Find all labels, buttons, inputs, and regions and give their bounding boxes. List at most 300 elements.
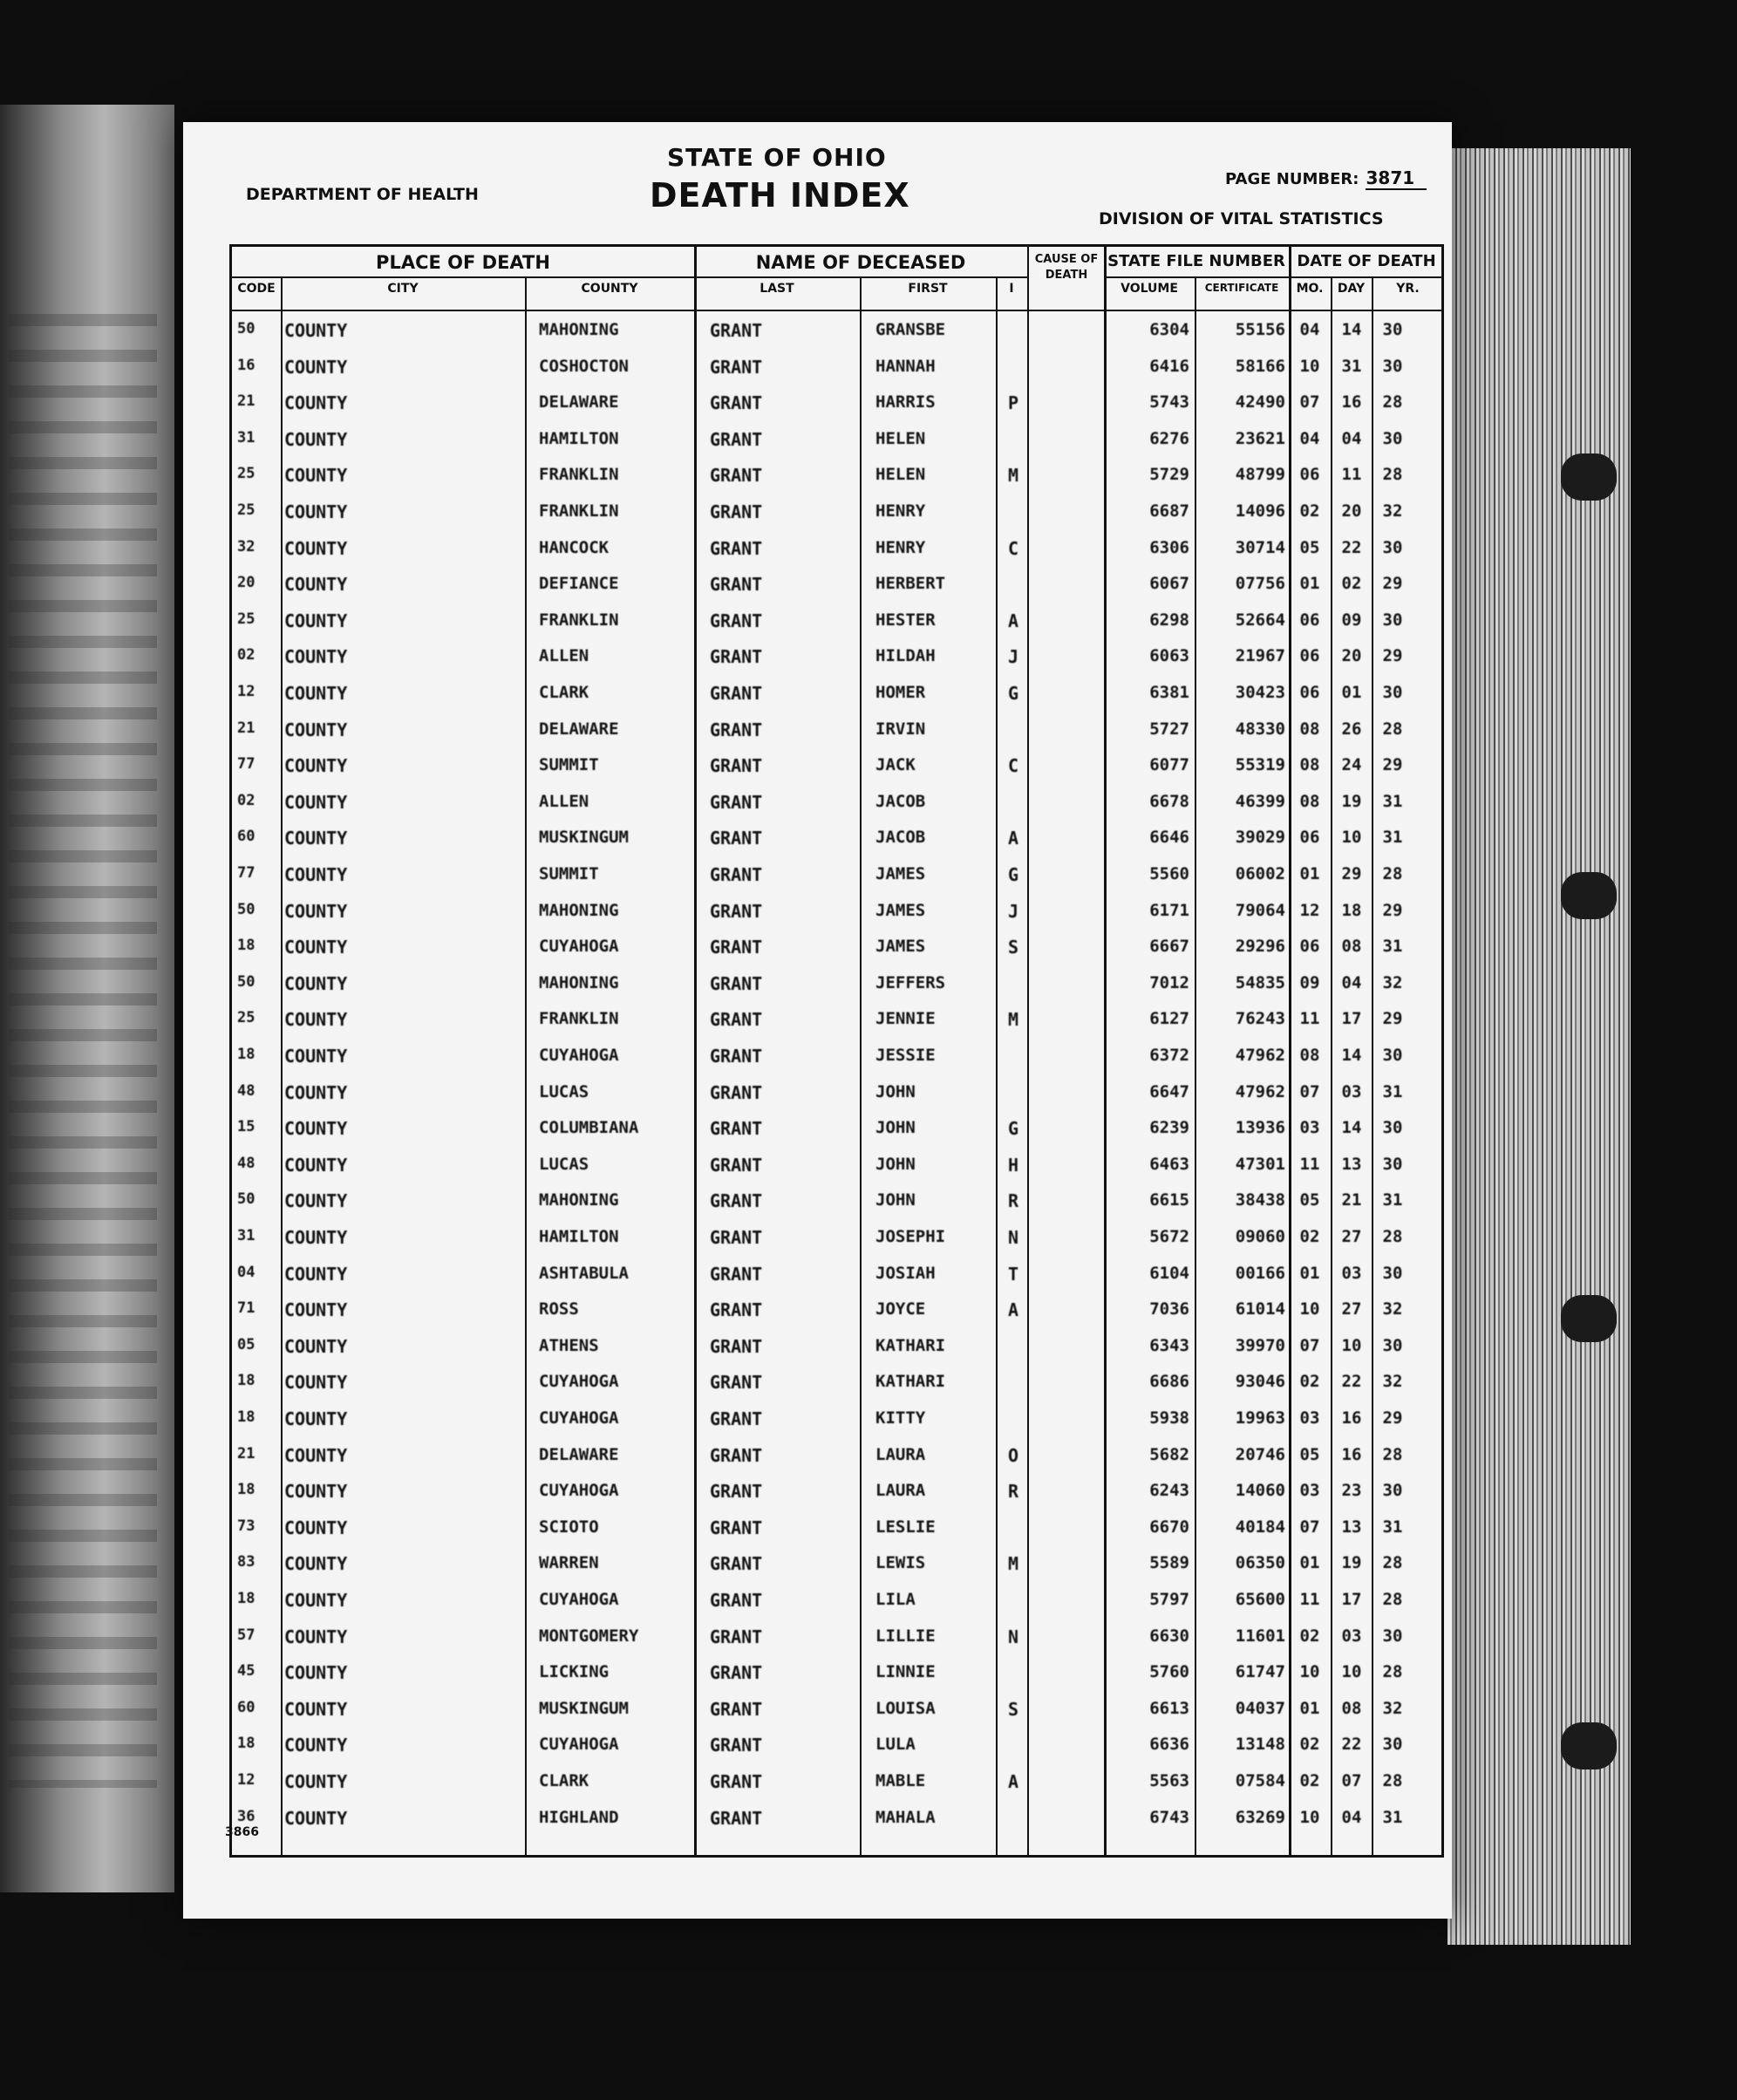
cell-city: COUNTY bbox=[284, 1590, 348, 1611]
cell-county: CLARK bbox=[539, 1771, 589, 1790]
cell-cert: 29296 bbox=[1235, 937, 1285, 957]
cell-last: GRANT bbox=[710, 972, 763, 994]
cell-mo: 06 bbox=[1299, 646, 1320, 666]
cell-county: HANCOCK bbox=[539, 537, 610, 557]
cell-city: COUNTY bbox=[284, 1698, 348, 1720]
cell-mi: J bbox=[1007, 900, 1019, 922]
cell-last: GRANT bbox=[710, 683, 763, 704]
cell-code: 50 bbox=[237, 320, 255, 338]
cell-city: COUNTY bbox=[284, 1046, 348, 1067]
code-header: CODE bbox=[237, 282, 276, 296]
cell-city: COUNTY bbox=[284, 1807, 348, 1829]
cell-cert: 76243 bbox=[1235, 1009, 1285, 1029]
cell-day: 17 bbox=[1341, 1009, 1362, 1029]
cell-mo: 04 bbox=[1299, 428, 1320, 448]
cell-mo: 11 bbox=[1299, 1590, 1320, 1609]
cell-cert: 06350 bbox=[1235, 1553, 1285, 1573]
binder-ring-2 bbox=[1561, 872, 1617, 919]
table-row bbox=[232, 567, 1441, 603]
cell-mo: 08 bbox=[1299, 719, 1320, 739]
cell-city: COUNTY bbox=[284, 1553, 348, 1575]
cell-mi: A bbox=[1007, 828, 1019, 849]
cell-vol: 6104 bbox=[1149, 1263, 1189, 1283]
cell-vol: 5938 bbox=[1149, 1408, 1189, 1428]
table-row bbox=[232, 1183, 1441, 1219]
day-header: DAY bbox=[1337, 282, 1366, 296]
cell-yr: 30 bbox=[1382, 1046, 1403, 1065]
cell-day: 22 bbox=[1341, 1735, 1362, 1755]
cell-mi: A bbox=[1007, 610, 1019, 631]
cell-city: COUNTY bbox=[284, 428, 348, 450]
cell-code: 83 bbox=[237, 1553, 255, 1572]
table-row bbox=[232, 1474, 1441, 1510]
cell-mo: 05 bbox=[1299, 537, 1320, 557]
cell-mo: 08 bbox=[1299, 791, 1320, 811]
cell-first: HENRY bbox=[875, 537, 926, 557]
cell-city: COUNTY bbox=[284, 719, 348, 740]
cell-last: GRANT bbox=[710, 1553, 763, 1575]
cell-county: MUSKINGUM bbox=[539, 1698, 629, 1718]
cell-first: JOHN bbox=[875, 1118, 916, 1138]
table-row bbox=[232, 531, 1441, 567]
place-of-death-header: PLACE OF DEATH bbox=[376, 252, 550, 273]
cell-city: COUNTY bbox=[284, 501, 348, 522]
cell-mo: 06 bbox=[1299, 465, 1320, 485]
yr-header: YR. bbox=[1396, 282, 1420, 296]
cell-city: COUNTY bbox=[284, 828, 348, 849]
cell-last: GRANT bbox=[710, 1807, 763, 1829]
cell-last: GRANT bbox=[710, 1154, 763, 1176]
cell-county: MAHONING bbox=[539, 900, 619, 920]
table-row bbox=[232, 385, 1441, 421]
cell-first: HILDAH bbox=[875, 646, 936, 666]
cell-yr: 30 bbox=[1382, 537, 1403, 557]
cell-mo: 01 bbox=[1299, 1263, 1320, 1283]
table-row bbox=[232, 1329, 1441, 1365]
table-row bbox=[232, 1546, 1441, 1582]
cell-code: 73 bbox=[237, 1517, 255, 1535]
cell-vol: 5682 bbox=[1149, 1444, 1189, 1464]
city-header: CITY bbox=[387, 282, 419, 296]
cell-yr: 30 bbox=[1382, 1118, 1403, 1138]
cell-mi: C bbox=[1007, 537, 1019, 559]
cause-of-death-header: CAUSE OF DEATH bbox=[1034, 253, 1099, 282]
cell-code: 77 bbox=[237, 755, 255, 774]
cell-city: COUNTY bbox=[284, 1118, 348, 1140]
cell-first: JACOB bbox=[875, 791, 926, 811]
cell-last: GRANT bbox=[710, 1081, 763, 1103]
cell-city: COUNTY bbox=[284, 683, 348, 704]
cell-yr: 31 bbox=[1382, 791, 1403, 811]
cell-day: 07 bbox=[1341, 1771, 1362, 1790]
cell-yr: 28 bbox=[1382, 1662, 1403, 1682]
cell-mi: N bbox=[1007, 1626, 1019, 1647]
cell-cert: 13148 bbox=[1235, 1735, 1285, 1755]
cell-cert: 04037 bbox=[1235, 1698, 1285, 1718]
cell-vol: 5589 bbox=[1149, 1553, 1189, 1573]
cell-mi: N bbox=[1007, 1227, 1019, 1248]
table-row bbox=[232, 1220, 1441, 1256]
cell-first: HOMER bbox=[875, 683, 926, 702]
cell-first: JAMES bbox=[875, 937, 926, 957]
cell-first: JAMES bbox=[875, 900, 926, 920]
cell-mo: 02 bbox=[1299, 1372, 1320, 1392]
cell-county: CUYAHOGA bbox=[539, 1408, 619, 1428]
cell-vol: 6670 bbox=[1149, 1517, 1189, 1537]
cell-code: 18 bbox=[237, 937, 255, 955]
cell-first: MABLE bbox=[875, 1771, 926, 1790]
last-header: LAST bbox=[760, 282, 794, 296]
cell-day: 14 bbox=[1341, 1118, 1362, 1138]
cell-county: FRANKLIN bbox=[539, 501, 619, 521]
cell-code: 21 bbox=[237, 1444, 255, 1462]
cell-day: 03 bbox=[1341, 1626, 1362, 1646]
cell-yr: 31 bbox=[1382, 1190, 1403, 1210]
cell-code: 20 bbox=[237, 574, 255, 592]
cell-city: COUNTY bbox=[284, 1444, 348, 1466]
department-label: DEPARTMENT OF HEALTH bbox=[246, 185, 479, 204]
cell-yr: 29 bbox=[1382, 646, 1403, 666]
cell-code: 48 bbox=[237, 1081, 255, 1100]
cell-city: COUNTY bbox=[284, 1227, 348, 1248]
cell-vol: 6636 bbox=[1149, 1735, 1189, 1755]
cell-cert: 47301 bbox=[1235, 1154, 1285, 1174]
cell-vol: 7036 bbox=[1149, 1299, 1189, 1319]
cell-yr: 32 bbox=[1382, 501, 1403, 521]
cell-last: GRANT bbox=[710, 320, 763, 341]
cell-county: DEFIANCE bbox=[539, 574, 619, 594]
cell-mi: P bbox=[1007, 392, 1019, 414]
cell-last: GRANT bbox=[710, 1372, 763, 1394]
page-number-label: PAGE NUMBER: bbox=[1225, 170, 1359, 188]
cell-last: GRANT bbox=[710, 574, 763, 596]
cell-yr: 28 bbox=[1382, 1444, 1403, 1464]
cell-cert: 09060 bbox=[1235, 1227, 1285, 1246]
cell-vol: 5563 bbox=[1149, 1771, 1189, 1790]
cell-cert: 14096 bbox=[1235, 501, 1285, 521]
cell-cert: 40184 bbox=[1235, 1517, 1285, 1537]
cell-yr: 30 bbox=[1382, 428, 1403, 448]
cell-first: JEFFERS bbox=[875, 972, 946, 992]
cell-mi: O bbox=[1007, 1444, 1019, 1466]
cell-cert: 93046 bbox=[1235, 1372, 1285, 1392]
cell-cert: 55319 bbox=[1235, 755, 1285, 775]
cell-county: MAHONING bbox=[539, 1190, 619, 1210]
cell-mo: 05 bbox=[1299, 1190, 1320, 1210]
cell-yr: 30 bbox=[1382, 610, 1403, 630]
mo-header: MO. bbox=[1296, 282, 1324, 296]
cell-day: 13 bbox=[1341, 1154, 1362, 1174]
page-title: DEATH INDEX bbox=[650, 176, 910, 215]
cell-city: COUNTY bbox=[284, 1481, 348, 1503]
table-row bbox=[232, 1692, 1441, 1728]
cell-county: CUYAHOGA bbox=[539, 937, 619, 957]
cell-last: GRANT bbox=[710, 1046, 763, 1067]
cell-day: 04 bbox=[1341, 972, 1362, 992]
cell-yr: 29 bbox=[1382, 1408, 1403, 1428]
cell-last: GRANT bbox=[710, 864, 763, 885]
cell-mo: 01 bbox=[1299, 1698, 1320, 1718]
cell-vol: 6463 bbox=[1149, 1154, 1189, 1174]
cell-county: FRANKLIN bbox=[539, 610, 619, 630]
cell-first: JOHN bbox=[875, 1154, 916, 1174]
cell-cert: 38438 bbox=[1235, 1190, 1285, 1210]
cell-code: 50 bbox=[237, 1190, 255, 1209]
cell-code: 25 bbox=[237, 610, 255, 628]
cell-cert: 46399 bbox=[1235, 791, 1285, 811]
cell-yr: 31 bbox=[1382, 1807, 1403, 1827]
cell-last: GRANT bbox=[710, 1698, 763, 1720]
first-header: FIRST bbox=[908, 282, 948, 296]
cell-city: COUNTY bbox=[284, 1335, 348, 1357]
cell-cert: 54835 bbox=[1235, 972, 1285, 992]
cell-vol: 6646 bbox=[1149, 828, 1189, 848]
cell-code: 18 bbox=[237, 1372, 255, 1390]
binder-ring-4 bbox=[1561, 1722, 1617, 1769]
cell-county: FRANKLIN bbox=[539, 1009, 619, 1029]
cell-first: LINNIE bbox=[875, 1662, 936, 1682]
cell-day: 10 bbox=[1341, 828, 1362, 848]
cell-cert: 47962 bbox=[1235, 1046, 1285, 1065]
cell-last: GRANT bbox=[710, 356, 763, 378]
cell-mi: S bbox=[1007, 937, 1019, 958]
cell-mo: 10 bbox=[1299, 1662, 1320, 1682]
cell-code: 57 bbox=[237, 1626, 255, 1644]
cell-day: 04 bbox=[1341, 428, 1362, 448]
cell-code: 77 bbox=[237, 864, 255, 882]
table-row bbox=[232, 350, 1441, 385]
state-title: STATE OF OHIO bbox=[667, 143, 887, 172]
cell-city: COUNTY bbox=[284, 1662, 348, 1684]
cell-first: JACK bbox=[875, 755, 916, 775]
cell-day: 31 bbox=[1341, 356, 1362, 376]
cell-mo: 05 bbox=[1299, 1444, 1320, 1464]
cell-first: JAMES bbox=[875, 864, 926, 883]
cell-cert: 14060 bbox=[1235, 1481, 1285, 1501]
cell-code: 71 bbox=[237, 1299, 255, 1318]
cell-day: 08 bbox=[1341, 1698, 1362, 1718]
cell-city: COUNTY bbox=[284, 465, 348, 487]
cell-county: MAHONING bbox=[539, 972, 619, 992]
table-row bbox=[232, 821, 1441, 856]
cell-cert: 58166 bbox=[1235, 356, 1285, 376]
page-number-value: 3871 bbox=[1366, 167, 1427, 190]
cell-last: GRANT bbox=[710, 755, 763, 777]
cell-county: LUCAS bbox=[539, 1154, 589, 1174]
cell-cert: 11601 bbox=[1235, 1626, 1285, 1646]
cell-day: 22 bbox=[1341, 537, 1362, 557]
cell-cert: 47962 bbox=[1235, 1081, 1285, 1101]
cell-city: COUNTY bbox=[284, 1299, 348, 1321]
cell-yr: 29 bbox=[1382, 574, 1403, 594]
table-row bbox=[232, 1438, 1441, 1474]
cell-day: 26 bbox=[1341, 719, 1362, 739]
cell-cert: 19963 bbox=[1235, 1408, 1285, 1428]
cell-day: 08 bbox=[1341, 937, 1362, 957]
cell-first: MAHALA bbox=[875, 1807, 936, 1827]
cell-last: GRANT bbox=[710, 428, 763, 450]
cell-cert: 39029 bbox=[1235, 828, 1285, 848]
cell-code: 12 bbox=[237, 1771, 255, 1789]
cell-city: COUNTY bbox=[284, 1009, 348, 1031]
cell-vol: 6304 bbox=[1149, 320, 1189, 339]
cell-county: DELAWARE bbox=[539, 392, 619, 412]
table-row bbox=[232, 676, 1441, 712]
cell-code: 04 bbox=[237, 1263, 255, 1281]
cell-mo: 03 bbox=[1299, 1481, 1320, 1501]
table-row bbox=[232, 1002, 1441, 1038]
cell-cert: 55156 bbox=[1235, 320, 1285, 339]
cell-code: 32 bbox=[237, 537, 255, 556]
cell-code: 02 bbox=[237, 791, 255, 809]
cell-cert: 07756 bbox=[1235, 574, 1285, 594]
cell-cert: 48799 bbox=[1235, 465, 1285, 485]
cell-vol: 5672 bbox=[1149, 1227, 1189, 1246]
cell-code: 48 bbox=[237, 1154, 255, 1172]
table-row bbox=[232, 1401, 1441, 1437]
cell-vol: 6077 bbox=[1149, 755, 1189, 775]
cell-vol: 6667 bbox=[1149, 937, 1189, 957]
cell-vol: 6686 bbox=[1149, 1372, 1189, 1392]
table-row bbox=[232, 1257, 1441, 1292]
cell-last: GRANT bbox=[710, 1408, 763, 1429]
cell-city: COUNTY bbox=[284, 320, 348, 341]
cell-first: HANNAH bbox=[875, 356, 936, 376]
cell-day: 22 bbox=[1341, 1372, 1362, 1392]
cell-first: LAURA bbox=[875, 1481, 926, 1501]
cell-vol: 6067 bbox=[1149, 574, 1189, 594]
header-rule bbox=[232, 310, 1444, 311]
cell-city: COUNTY bbox=[284, 755, 348, 777]
cell-vol: 6171 bbox=[1149, 900, 1189, 920]
table-row bbox=[232, 1764, 1441, 1800]
cell-code: 18 bbox=[237, 1046, 255, 1063]
table-row bbox=[232, 422, 1441, 458]
cell-county: MONTGOMERY bbox=[539, 1626, 639, 1646]
cell-last: GRANT bbox=[710, 1009, 763, 1031]
cell-cert: 61747 bbox=[1235, 1662, 1285, 1682]
cell-code: 60 bbox=[237, 1698, 255, 1716]
cell-vol: 6306 bbox=[1149, 537, 1189, 557]
cell-day: 01 bbox=[1341, 683, 1362, 702]
cell-cert: 63269 bbox=[1235, 1807, 1285, 1827]
cell-mo: 07 bbox=[1299, 1081, 1320, 1101]
table-row bbox=[232, 494, 1441, 530]
cell-yr: 31 bbox=[1382, 937, 1403, 957]
cell-first: KATHARI bbox=[875, 1372, 946, 1392]
cell-last: GRANT bbox=[710, 1771, 763, 1792]
binder-ring-1 bbox=[1561, 453, 1617, 501]
cell-county: MAHONING bbox=[539, 320, 619, 339]
cell-code: 18 bbox=[237, 1481, 255, 1499]
cell-mo: 07 bbox=[1299, 1517, 1320, 1537]
cell-vol: 6243 bbox=[1149, 1481, 1189, 1501]
cell-vol: 6063 bbox=[1149, 646, 1189, 666]
cell-mo: 02 bbox=[1299, 501, 1320, 521]
cell-first: KATHARI bbox=[875, 1335, 946, 1355]
cell-cert: 20746 bbox=[1235, 1444, 1285, 1464]
cell-county: CLARK bbox=[539, 683, 589, 702]
cell-day: 10 bbox=[1341, 1662, 1362, 1682]
cell-first: LULA bbox=[875, 1735, 916, 1755]
certificate-header: CERTIFICATE bbox=[1204, 282, 1279, 294]
cell-city: COUNTY bbox=[284, 1517, 348, 1538]
cell-city: COUNTY bbox=[284, 537, 348, 559]
cell-day: 14 bbox=[1341, 1046, 1362, 1065]
cell-county: DELAWARE bbox=[539, 1444, 619, 1464]
cell-cert: 23621 bbox=[1235, 428, 1285, 448]
cell-county: LICKING bbox=[539, 1662, 610, 1682]
cell-mi: A bbox=[1007, 1299, 1019, 1321]
cell-day: 18 bbox=[1341, 900, 1362, 920]
cell-first: IRVIN bbox=[875, 719, 926, 739]
cell-code: 36 bbox=[237, 1807, 255, 1825]
cell-first: HESTER bbox=[875, 610, 936, 630]
cell-code: 50 bbox=[237, 900, 255, 918]
cell-mi: G bbox=[1007, 864, 1019, 885]
cell-vol: 5727 bbox=[1149, 719, 1189, 739]
cell-yr: 30 bbox=[1382, 1263, 1403, 1283]
cell-yr: 29 bbox=[1382, 755, 1403, 775]
cell-vol: 6615 bbox=[1149, 1190, 1189, 1210]
cell-yr: 30 bbox=[1382, 356, 1403, 376]
cell-mo: 06 bbox=[1299, 683, 1320, 702]
header-rule bbox=[1104, 276, 1444, 278]
cell-last: GRANT bbox=[710, 1118, 763, 1140]
cell-city: COUNTY bbox=[284, 392, 348, 414]
cell-county: CUYAHOGA bbox=[539, 1046, 619, 1065]
cell-last: GRANT bbox=[710, 828, 763, 849]
cell-vol: 6239 bbox=[1149, 1118, 1189, 1138]
cell-day: 17 bbox=[1341, 1590, 1362, 1609]
ledger-page bbox=[183, 122, 1452, 1919]
cell-mi: C bbox=[1007, 755, 1019, 777]
cell-county: CUYAHOGA bbox=[539, 1372, 619, 1392]
cell-county: CUYAHOGA bbox=[539, 1481, 619, 1501]
cell-code: 25 bbox=[237, 501, 255, 519]
cell-city: COUNTY bbox=[284, 1771, 348, 1792]
cell-vol: 6613 bbox=[1149, 1698, 1189, 1718]
cell-yr: 31 bbox=[1382, 1517, 1403, 1537]
cell-mi: R bbox=[1007, 1190, 1019, 1212]
cell-vol: 5729 bbox=[1149, 465, 1189, 485]
cell-day: 24 bbox=[1341, 755, 1362, 775]
cell-city: COUNTY bbox=[284, 937, 348, 958]
cell-day: 19 bbox=[1341, 791, 1362, 811]
cell-mo: 02 bbox=[1299, 1227, 1320, 1246]
cell-code: 15 bbox=[237, 1118, 255, 1136]
cell-mi: M bbox=[1007, 465, 1019, 487]
cell-yr: 30 bbox=[1382, 1154, 1403, 1174]
cell-mo: 11 bbox=[1299, 1009, 1320, 1029]
cell-yr: 28 bbox=[1382, 719, 1403, 739]
cell-day: 02 bbox=[1341, 574, 1362, 594]
cell-cert: 07584 bbox=[1235, 1771, 1285, 1790]
cell-mi: T bbox=[1007, 1263, 1019, 1285]
cell-mo: 04 bbox=[1299, 320, 1320, 339]
cell-yr: 28 bbox=[1382, 1590, 1403, 1609]
cell-county: COSHOCTON bbox=[539, 356, 629, 376]
cell-cert: 30714 bbox=[1235, 537, 1285, 557]
cell-cert: 52664 bbox=[1235, 610, 1285, 630]
cell-county: WARREN bbox=[539, 1553, 599, 1573]
table-row bbox=[232, 1148, 1441, 1183]
cell-code: 50 bbox=[237, 972, 255, 991]
cell-city: COUNTY bbox=[284, 610, 348, 631]
cell-county: SUMMIT bbox=[539, 755, 599, 775]
cell-vol: 6630 bbox=[1149, 1626, 1189, 1646]
cell-first: JOSIAH bbox=[875, 1263, 936, 1283]
